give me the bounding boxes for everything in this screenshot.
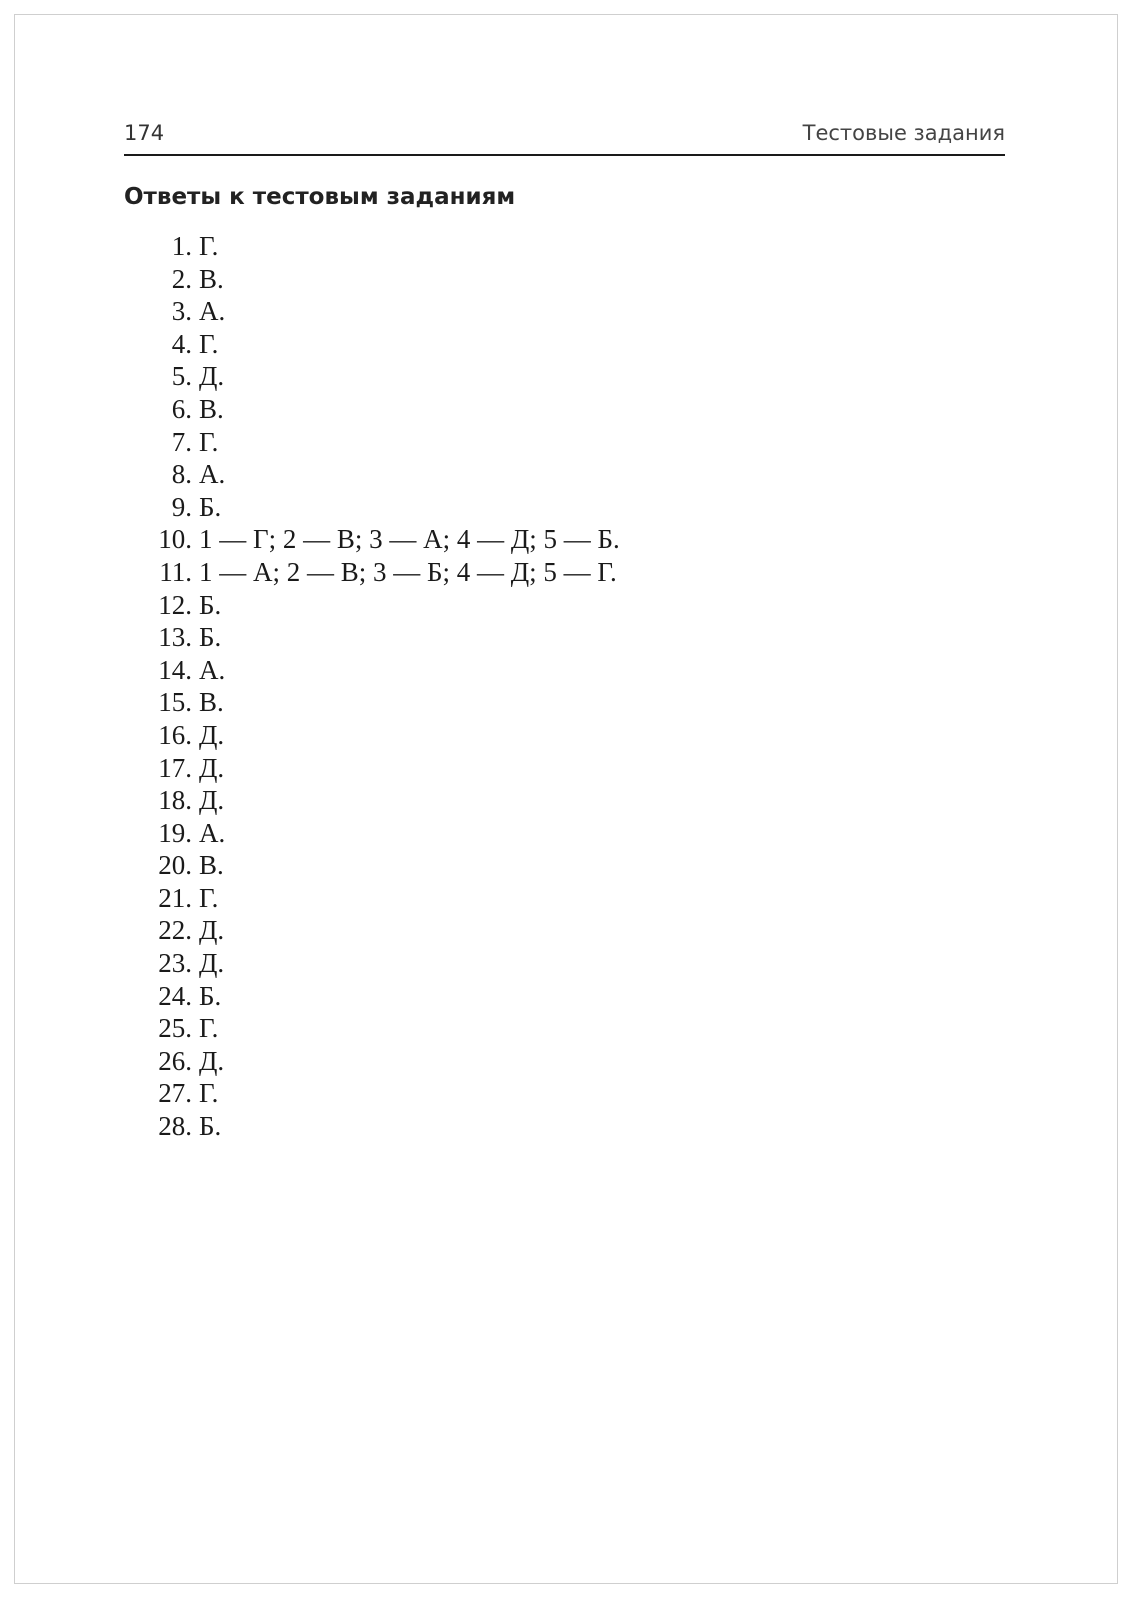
answer-text: А. bbox=[199, 817, 226, 848]
answer-number: 27. bbox=[158, 1078, 192, 1109]
answer-text: В. bbox=[199, 850, 224, 881]
answer-item bbox=[124, 589, 620, 622]
answer-text: Г. bbox=[199, 882, 219, 913]
answer-item bbox=[124, 523, 620, 556]
answer-text: Г. bbox=[199, 231, 219, 261]
answer-item bbox=[124, 263, 620, 296]
running-header bbox=[124, 118, 1005, 156]
answer-text: Б. bbox=[199, 622, 222, 653]
section-heading: Ответы к тестовым заданиям bbox=[124, 184, 516, 210]
answer-number: 8. bbox=[171, 459, 192, 490]
answer-number: 7. bbox=[171, 426, 192, 457]
answer-text: Б. bbox=[199, 589, 222, 620]
answer-list bbox=[124, 230, 620, 1143]
answer-number: 22. bbox=[158, 915, 192, 946]
answer-item bbox=[124, 752, 620, 785]
answer-number: 25. bbox=[158, 1013, 192, 1044]
answer-text: Г. bbox=[199, 1013, 219, 1044]
answer-number: 24. bbox=[158, 980, 192, 1011]
answer-number: 28. bbox=[158, 1111, 192, 1142]
answer-text: Б. bbox=[199, 1111, 222, 1142]
answer-text: Г. bbox=[199, 426, 219, 457]
answer-number: 21. bbox=[158, 882, 192, 913]
answer-number: 11. bbox=[159, 556, 192, 587]
answer-item bbox=[124, 458, 620, 491]
answer-text: А. bbox=[199, 459, 226, 490]
answer-number: 16. bbox=[158, 719, 192, 750]
answer-text: А. bbox=[199, 654, 226, 685]
answer-text: Д. bbox=[199, 1045, 225, 1076]
answer-text: Б. bbox=[199, 491, 222, 522]
answer-text: В. bbox=[199, 687, 224, 718]
answer-number: 15. bbox=[158, 687, 192, 718]
answer-item bbox=[124, 654, 620, 687]
answer-item bbox=[124, 426, 620, 459]
answer-number: 18. bbox=[158, 785, 192, 816]
answer-number: 3. bbox=[171, 296, 192, 327]
answer-number: 26. bbox=[158, 1045, 192, 1076]
answer-number: 20. bbox=[158, 850, 192, 881]
answer-text: 1 — Г; 2 — В; 3 — А; 4 — Д; 5 — Б. bbox=[199, 524, 620, 555]
answer-text: 1 — А; 2 — В; 3 — Б; 4 — Д; 5 — Г. bbox=[199, 556, 617, 587]
answer-item bbox=[124, 621, 620, 654]
answer-number: 13. bbox=[158, 622, 192, 653]
answer-text: Д. bbox=[199, 915, 225, 946]
answer-item bbox=[124, 1077, 620, 1110]
answer-number: 9. bbox=[171, 491, 192, 522]
answer-item bbox=[124, 1045, 620, 1078]
answer-item bbox=[124, 686, 620, 719]
answer-item bbox=[124, 980, 620, 1013]
answer-item bbox=[124, 556, 620, 589]
answer-text: Д. bbox=[199, 752, 225, 783]
answer-item bbox=[124, 1110, 620, 1143]
answer-text: Д. bbox=[199, 361, 225, 392]
answer-text: Д. bbox=[199, 948, 225, 979]
answer-number: 4. bbox=[171, 328, 192, 359]
answer-item bbox=[124, 882, 620, 915]
answer-number: 5. bbox=[171, 361, 192, 392]
page-number: 174 bbox=[124, 121, 165, 145]
answer-text: Б. bbox=[199, 980, 222, 1011]
answer-number: 19. bbox=[158, 817, 192, 848]
answer-number: 1. bbox=[171, 231, 192, 261]
answer-text: Г. bbox=[199, 328, 219, 359]
answer-item bbox=[124, 295, 620, 328]
answer-item bbox=[124, 947, 620, 980]
running-title: Тестовые задания bbox=[802, 121, 1005, 145]
answer-number: 6. bbox=[171, 393, 192, 424]
answer-number: 10. bbox=[158, 524, 192, 555]
answer-text: В. bbox=[199, 393, 224, 424]
answer-item bbox=[124, 491, 620, 524]
answer-text: Г. bbox=[199, 1078, 219, 1109]
answer-number: 12. bbox=[158, 589, 192, 620]
answer-item bbox=[124, 1012, 620, 1045]
answer-item bbox=[124, 393, 620, 426]
answer-item bbox=[124, 849, 620, 882]
answer-text: А. bbox=[199, 296, 226, 327]
answer-text: В. bbox=[199, 263, 224, 294]
answer-number: 2. bbox=[171, 263, 192, 294]
answer-number: 17. bbox=[158, 752, 192, 783]
answer-item bbox=[124, 230, 620, 263]
answer-item bbox=[124, 328, 620, 361]
answer-number: 14. bbox=[158, 654, 192, 685]
answer-item bbox=[124, 360, 620, 393]
answer-text: Д. bbox=[199, 719, 225, 750]
answer-item bbox=[124, 784, 620, 817]
answer-item bbox=[124, 817, 620, 850]
answer-item bbox=[124, 914, 620, 947]
answer-item bbox=[124, 719, 620, 752]
answer-number: 23. bbox=[158, 948, 192, 979]
answer-text: Д. bbox=[199, 785, 225, 816]
